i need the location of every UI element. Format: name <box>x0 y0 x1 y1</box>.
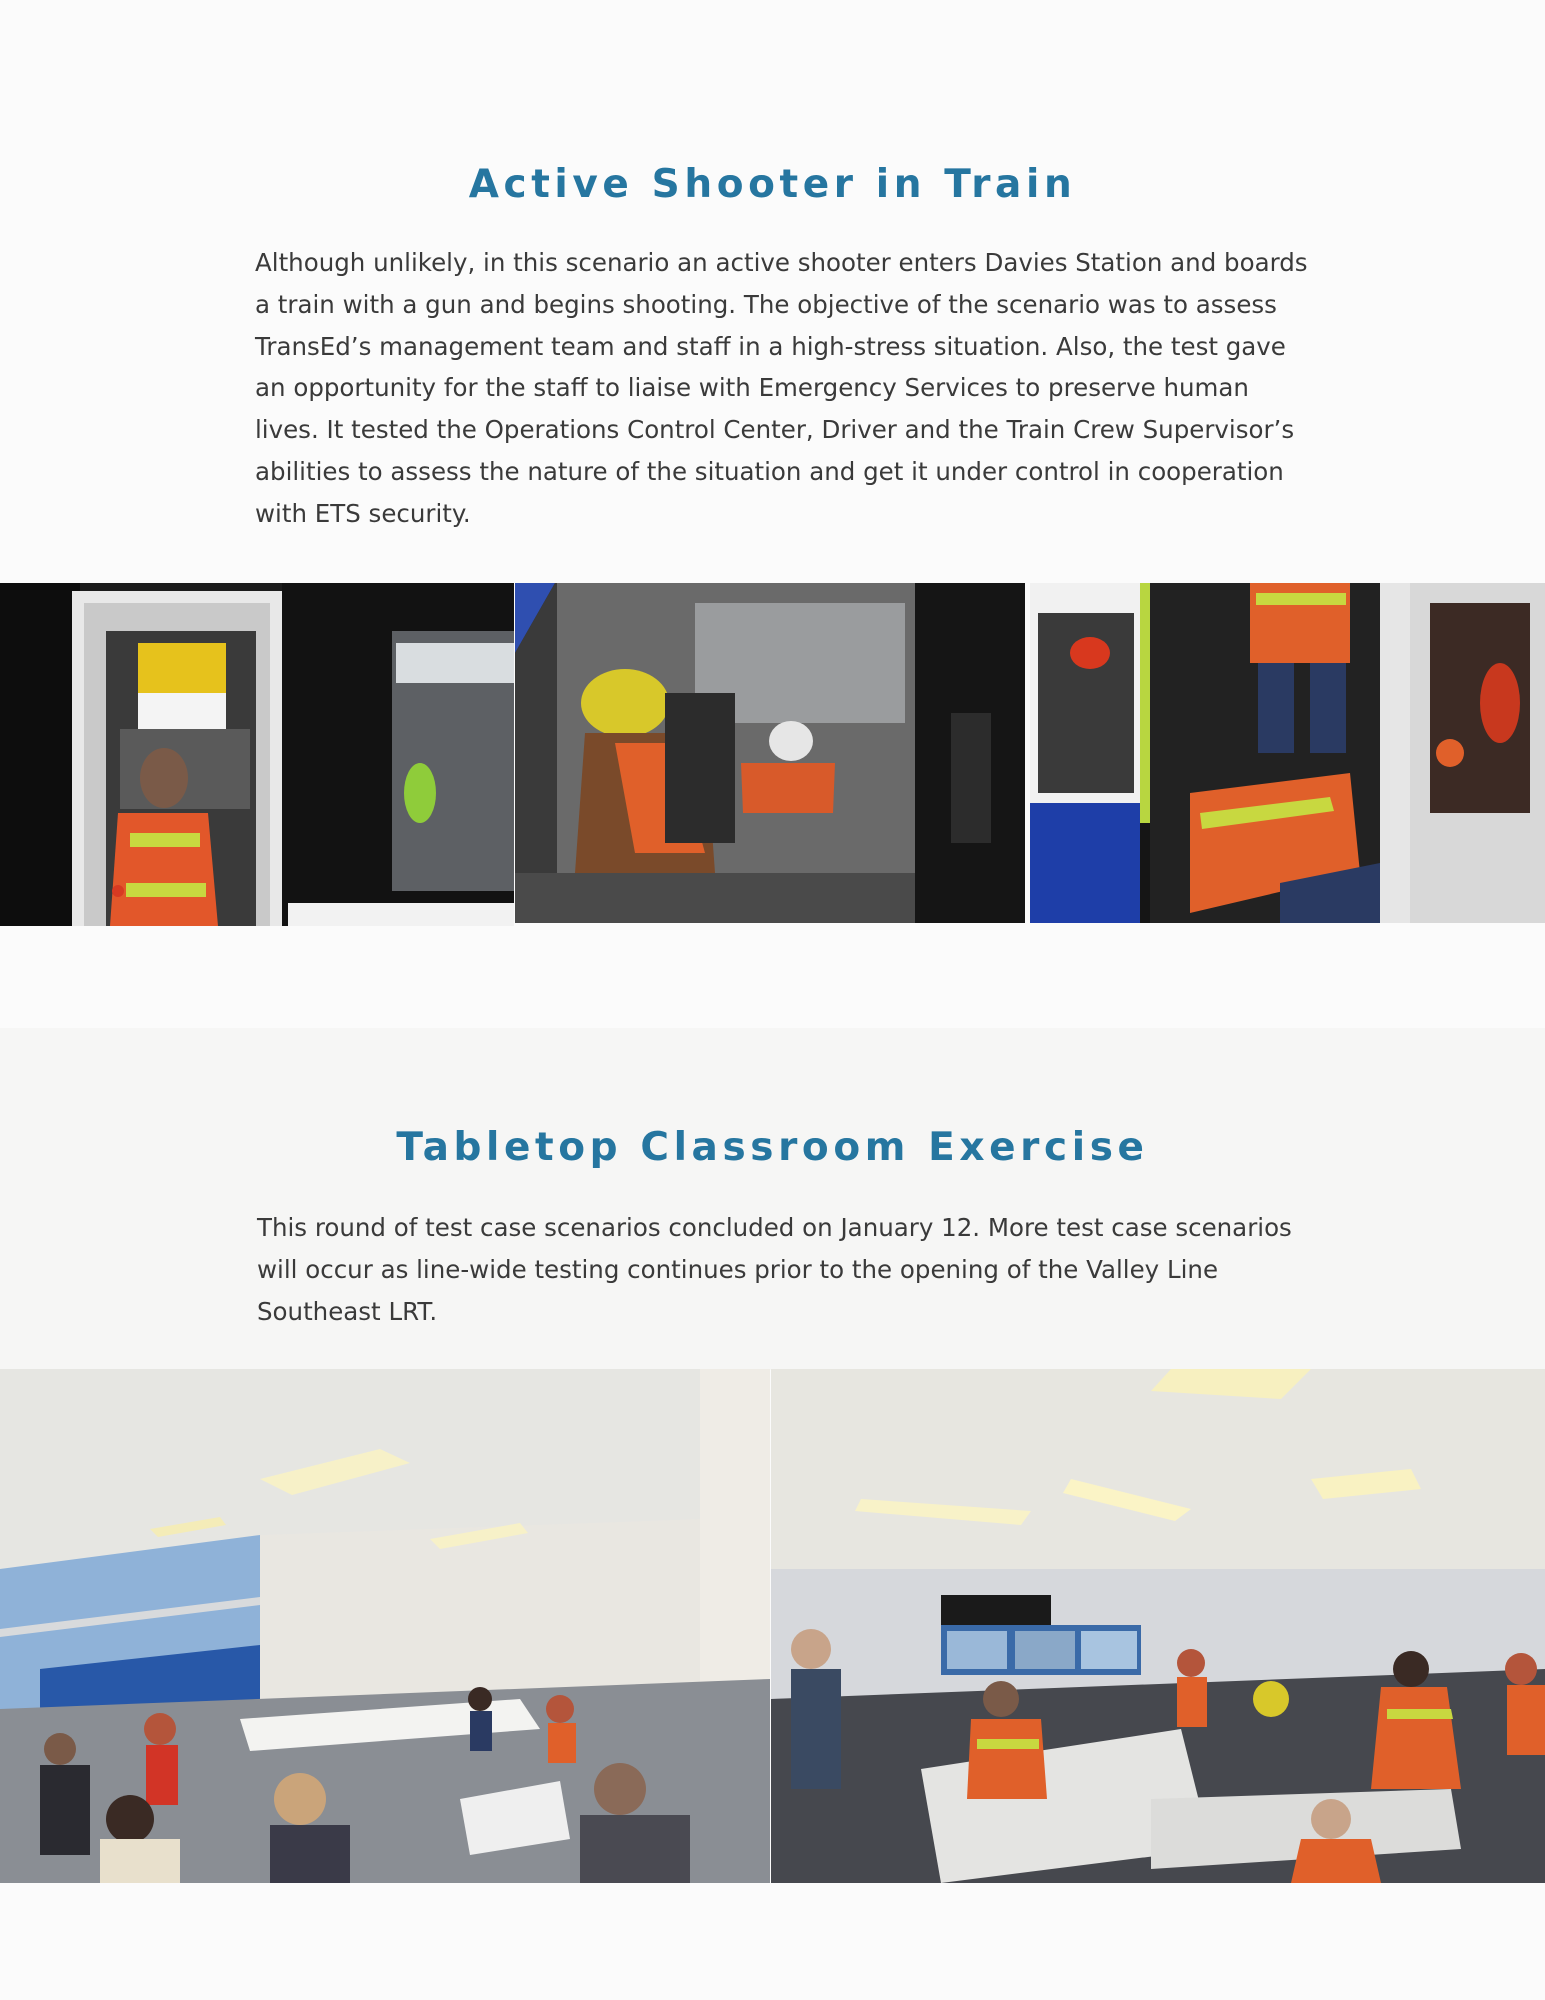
active-shooter-heading: Active Shooter in Train <box>468 162 1077 207</box>
active-shooter-paragraph: Although unlikely, in this scenario an active shooter enters Davies Station and boards a train with a gun and begins shooting. The objective of the scenario was to assess TransEd’s management team and staff in a high-stress situation. Also, the test gave an opportunity for the staff to liaise with Emergency Services to preserve human lives. It tested the Operations Control Center, Driver and the Train Crew Supervisor’s abilities to assess the nature of the situation and get it under control in cooperation with ETS security. <box>255 248 1308 528</box>
classroom-photo <box>0 1369 770 1883</box>
train-boarding-photo <box>1030 583 1545 923</box>
control-center-photo <box>771 1369 1545 1883</box>
tabletop-heading: Tabletop Classroom Exercise <box>396 1125 1149 1170</box>
tabletop-paragraph: This round of test case scenarios concluded on January 12. More test case scenarios will occur as line-wide testing continues prior to the opening of the Valley Line Southeast LRT. <box>257 1213 1292 1326</box>
train-door-photo <box>0 583 514 926</box>
train-cab-photo <box>515 583 1025 923</box>
